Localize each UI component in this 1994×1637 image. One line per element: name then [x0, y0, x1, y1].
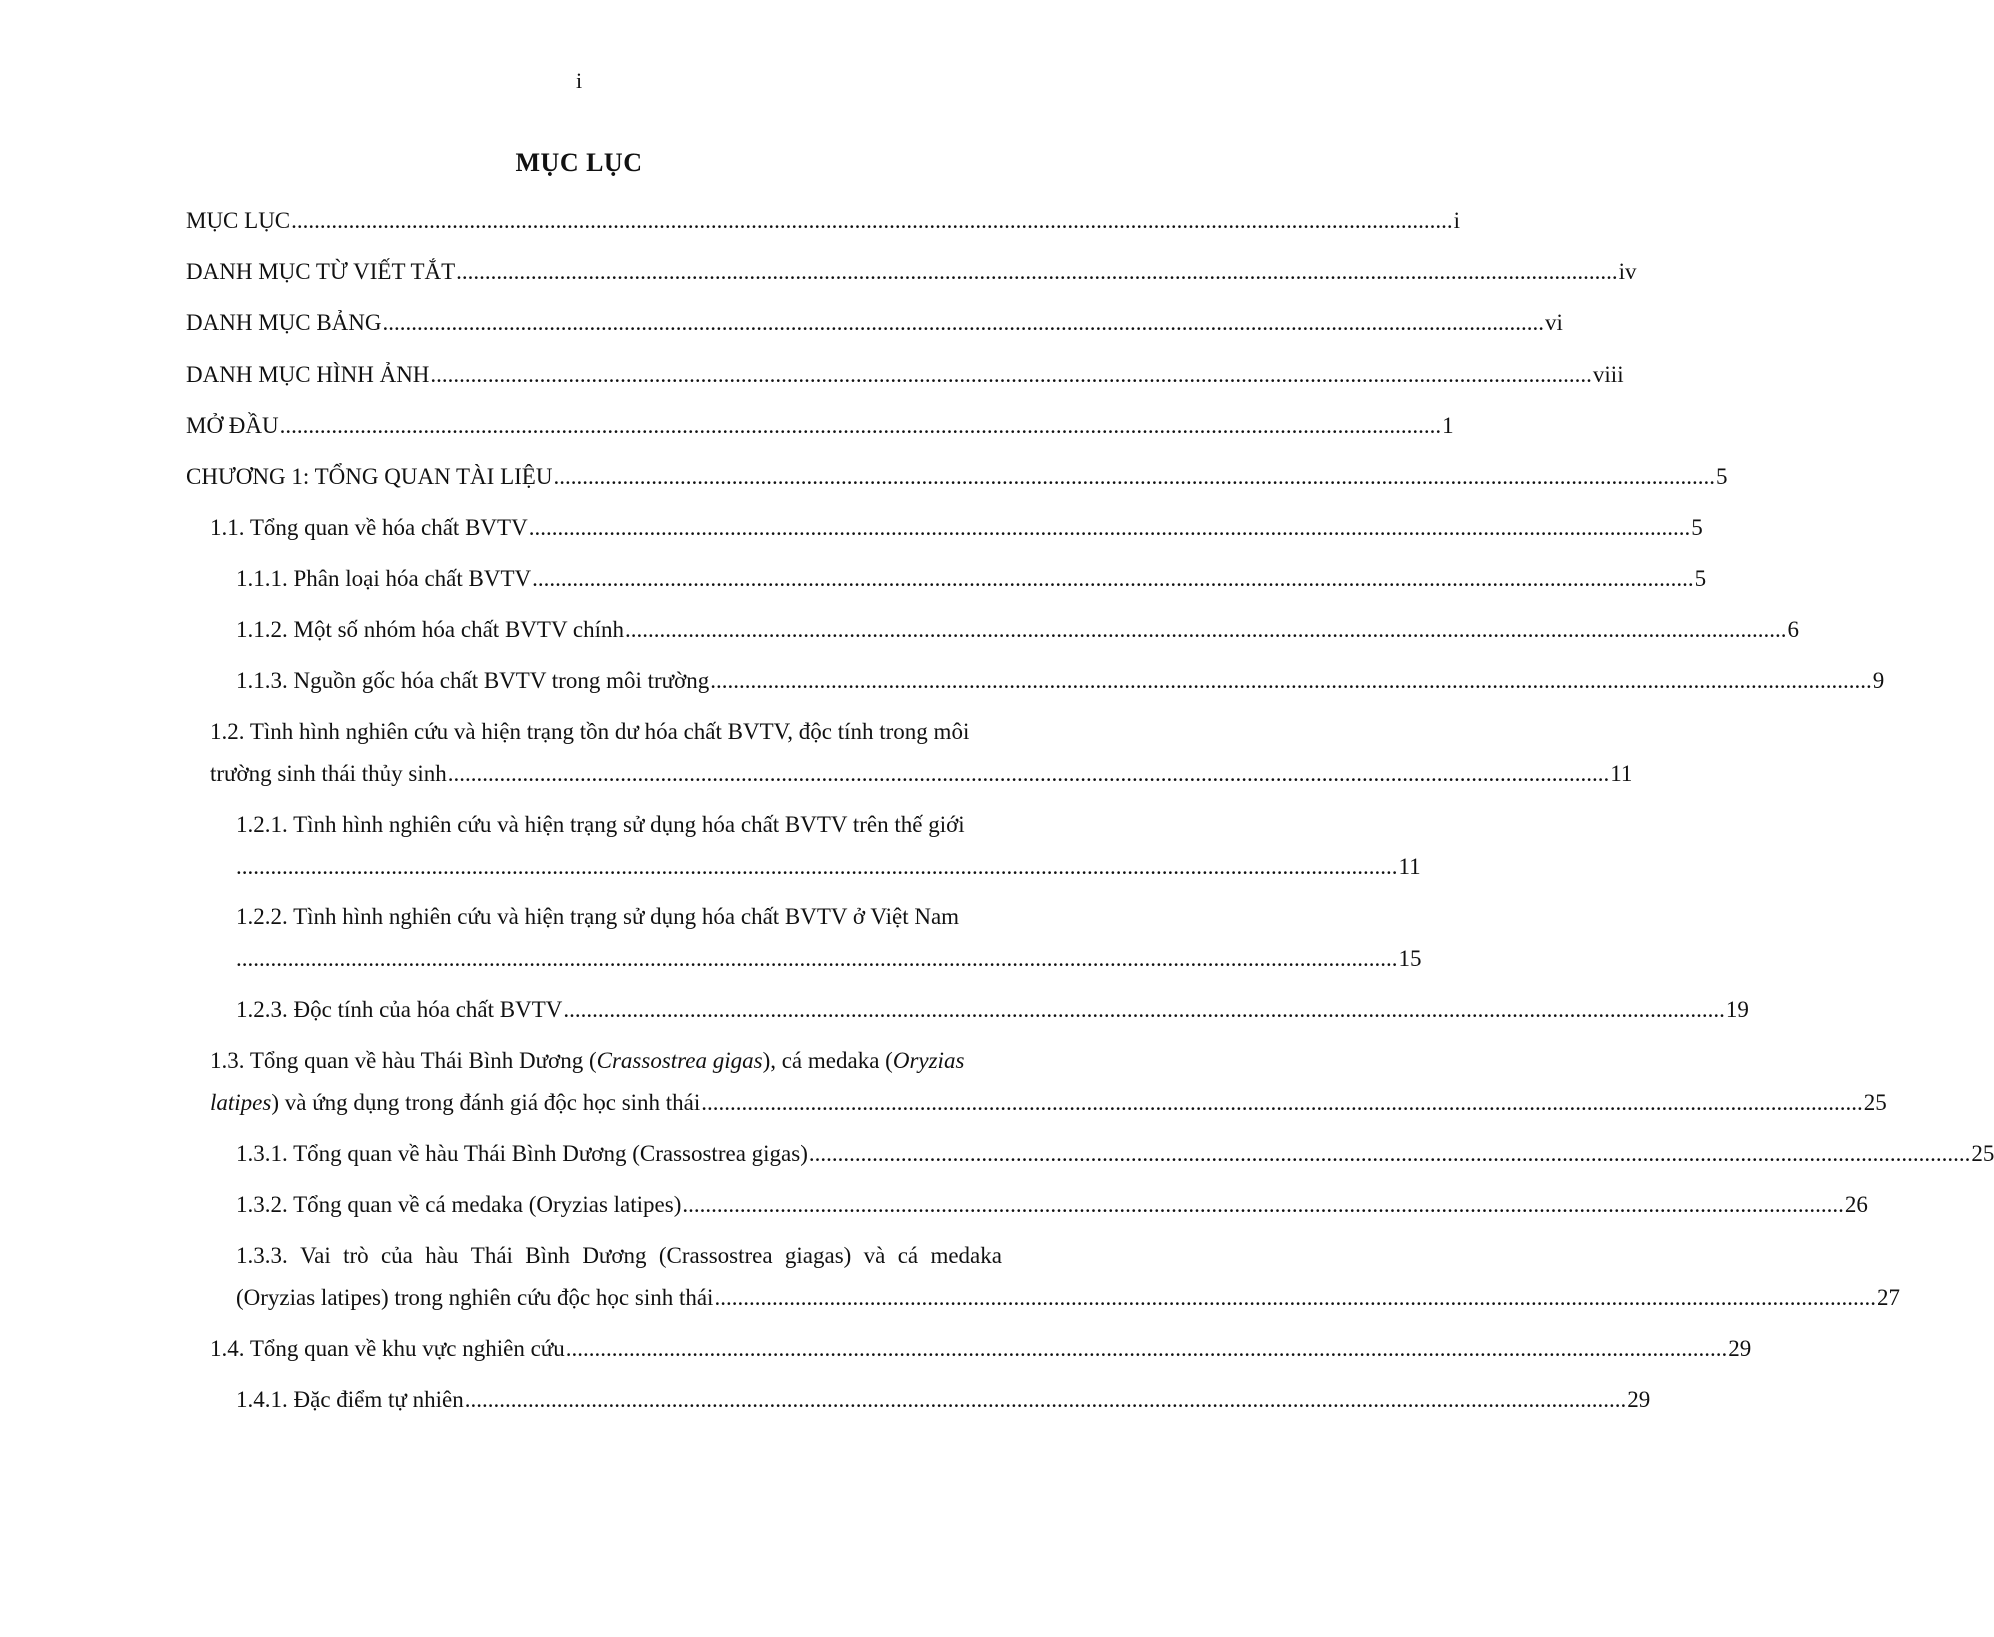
toc-entry-page: iv — [1618, 259, 1637, 284]
toc-entry-label-line1: 1.2. Tình hình nghiên cứu và hiện trạng tồn dư hóa chất BVTV, độc tính trong môi — [210, 719, 970, 744]
toc-leader-dots: .......................................................................................................................................................................................................... — [682, 1192, 1844, 1217]
toc-entry-1-1-1[interactable] — [236, 556, 1707, 601]
toc-leader-dots: .......................................................................................................................................................................................................... — [532, 566, 1694, 591]
toc-entry-label: 1.4. Tổng quan về khu vực nghiên cứu — [210, 1336, 565, 1361]
toc-entry-label: DANH MỤC HÌNH ẢNH — [186, 362, 430, 387]
toc-leader-dots: .......................................................................................................................................................................................................... — [464, 1387, 1627, 1412]
toc-title: MỤC LỤC — [515, 148, 643, 177]
toc-leader-dots: .......................................................................................................................................................................................................... — [710, 668, 1872, 693]
toc-entry-page: 1 — [1442, 413, 1454, 438]
toc-leader-dots: .......................................................................................................................................................................................................... — [279, 413, 1442, 438]
toc-entry-1-2[interactable] — [210, 709, 1633, 796]
toc-entry-page: 26 — [1844, 1192, 1868, 1217]
toc-entry-1-2-3[interactable] — [236, 987, 1749, 1032]
toc-entry-label: 1.1.1. Phân loại hóa chất BVTV — [236, 566, 532, 591]
toc-entry-label: MỞ ĐẦU — [186, 413, 279, 438]
toc-entry-page: 27 — [1876, 1285, 1900, 1310]
page-number: i — [575, 68, 583, 93]
toc-entry-1-2-1[interactable] — [236, 802, 1421, 889]
toc-entry-danh-muc-tu-viet-tat[interactable] — [186, 249, 1637, 294]
toc-entry-page: 29 — [1627, 1387, 1651, 1412]
toc-entry-1-1[interactable] — [210, 505, 1703, 550]
toc-leader-dots: .......................................................................................................................................................................................................... — [236, 854, 1398, 879]
toc-entry-page: 9 — [1872, 668, 1885, 693]
toc-leader-dots: .......................................................................................................................................................................................................... — [553, 464, 1715, 489]
toc-entry-page: viii — [1592, 362, 1624, 387]
toc-leader-dots: .......................................................................................................................................................................................................... — [528, 515, 1691, 540]
toc-entry-label: DANH MỤC TỪ VIẾT TẮT — [186, 259, 456, 284]
toc-leader-dots: .......................................................................................................................................................................................................... — [456, 259, 1618, 284]
toc-leader-dots: .......................................................................................................................................................................................................... — [625, 617, 1787, 642]
toc-leader-dots: .......................................................................................................................................................................................................... — [565, 1336, 1728, 1361]
toc-entry-label: CHƯƠNG 1: TỔNG QUAN TÀI LIỆU — [186, 464, 553, 489]
toc-entry-label-line2: trường sinh thái thủy sinh — [210, 761, 447, 786]
toc-entry-1-2-2[interactable] — [236, 894, 1422, 981]
toc-entry-1-3[interactable] — [210, 1038, 1887, 1125]
toc-entry-page: i — [1453, 208, 1461, 233]
toc-entry-danh-muc-hinh-anh[interactable] — [186, 352, 1624, 397]
toc-entry-page: 5 — [1691, 515, 1703, 540]
toc-entry-label: 1.3.1. Tổng quan về hàu Thái Bình Dương (Crassostrea gigas) — [236, 1141, 808, 1166]
toc-entry-label-line1: 1.2.2. Tình hình nghiên cứu và hiện trạng sử dụng hóa chất BVTV ở Việt Nam — [236, 904, 960, 929]
toc-entry-page: 5 — [1715, 464, 1728, 489]
toc-entry-label: 1.3.2. Tổng quan về cá medaka (Oryzias latipes) — [236, 1192, 682, 1217]
toc-entry-1-1-2[interactable] — [236, 607, 1799, 652]
toc-entry-danh-muc-bang[interactable] — [186, 300, 1563, 345]
toc-entry-1-4[interactable] — [210, 1326, 1752, 1371]
toc-entry-label: 1.1.3. Nguồn gốc hóa chất BVTV trong môi trường — [236, 668, 710, 693]
toc-entry-page: 19 — [1725, 997, 1749, 1022]
toc-entry-muc-luc[interactable] — [186, 198, 1461, 243]
toc-entry-page: 11 — [1398, 854, 1421, 879]
toc-entry-1-1-3[interactable] — [236, 658, 1885, 703]
toc-entry-page: 25 — [1863, 1090, 1887, 1115]
toc-entry-label: 1.1.2. Một số nhóm hóa chất BVTV chính — [236, 617, 624, 642]
toc-entry-label: MỤC LỤC — [186, 208, 291, 233]
toc-entry-label-line1: 1.3.3. Vai trò của hàu Thái Bình Dương (Crassostrea giagas) và cá medaka — [236, 1243, 1002, 1268]
toc-entry-page: 11 — [1610, 761, 1633, 786]
toc-entry-label: 1.2.3. Độc tính của hóa chất BVTV — [236, 997, 563, 1022]
toc-leader-dots: .......................................................................................................................................................................................................... — [291, 208, 1453, 233]
toc-entry-1-3-3[interactable] — [236, 1233, 1900, 1320]
toc-entry-page: 6 — [1787, 617, 1799, 642]
toc-leader-dots: .......................................................................................................................................................................................................... — [382, 310, 1545, 335]
toc-entry-label-line1: 1.3. Tổng quan về hàu Thái Bình Dương (Crassostrea gigas), cá medaka (Oryzias — [210, 1048, 965, 1073]
toc-entry-1-4-1[interactable] — [236, 1377, 1651, 1422]
toc-entry-label-line1: 1.2.1. Tình hình nghiên cứu và hiện trạng sử dụng hóa chất BVTV trên thế giới — [236, 812, 965, 837]
toc-entry-page: 25 — [1971, 1141, 1994, 1166]
toc-entry-label: 1.4.1. Đặc điểm tự nhiên — [236, 1387, 464, 1412]
toc-entry-page: 15 — [1398, 946, 1422, 971]
toc-leader-dots: .......................................................................................................................................................................................................... — [447, 761, 1610, 786]
toc-entry-1-3-2[interactable] — [236, 1182, 1868, 1227]
toc-entry-page: 5 — [1694, 566, 1707, 591]
toc-entry-label-line2: (Oryzias latipes) trong nghiên cứu độc học sinh thái — [236, 1285, 714, 1310]
toc-leader-dots: .......................................................................................................................................................................................................... — [563, 997, 1725, 1022]
toc-leader-dots: .......................................................................................................................................................................................................... — [430, 362, 1592, 387]
toc-entry-mo-dau[interactable] — [186, 403, 1454, 448]
toc-leader-dots: .......................................................................................................................................................................................................... — [714, 1285, 1876, 1310]
toc-leader-dots: .......................................................................................................................................................................................................... — [808, 1141, 1971, 1166]
toc-leader-dots: .......................................................................................................................................................................................................... — [236, 946, 1398, 971]
toc-entry-label: 1.1. Tổng quan về hóa chất BVTV — [210, 515, 528, 540]
toc-entry-chuong-1[interactable] — [186, 454, 1728, 499]
toc-leader-dots: .......................................................................................................................................................................................................... — [701, 1090, 1863, 1115]
toc-entry-page: vi — [1545, 310, 1563, 335]
toc-entry-label-line2: latipes) và ứng dụng trong đánh giá độc học sinh thái — [210, 1090, 701, 1115]
toc-entry-label: DANH MỤC BẢNG — [186, 310, 382, 335]
toc-entry-page: 29 — [1728, 1336, 1752, 1361]
toc-entry-1-3-1[interactable] — [236, 1131, 1994, 1176]
